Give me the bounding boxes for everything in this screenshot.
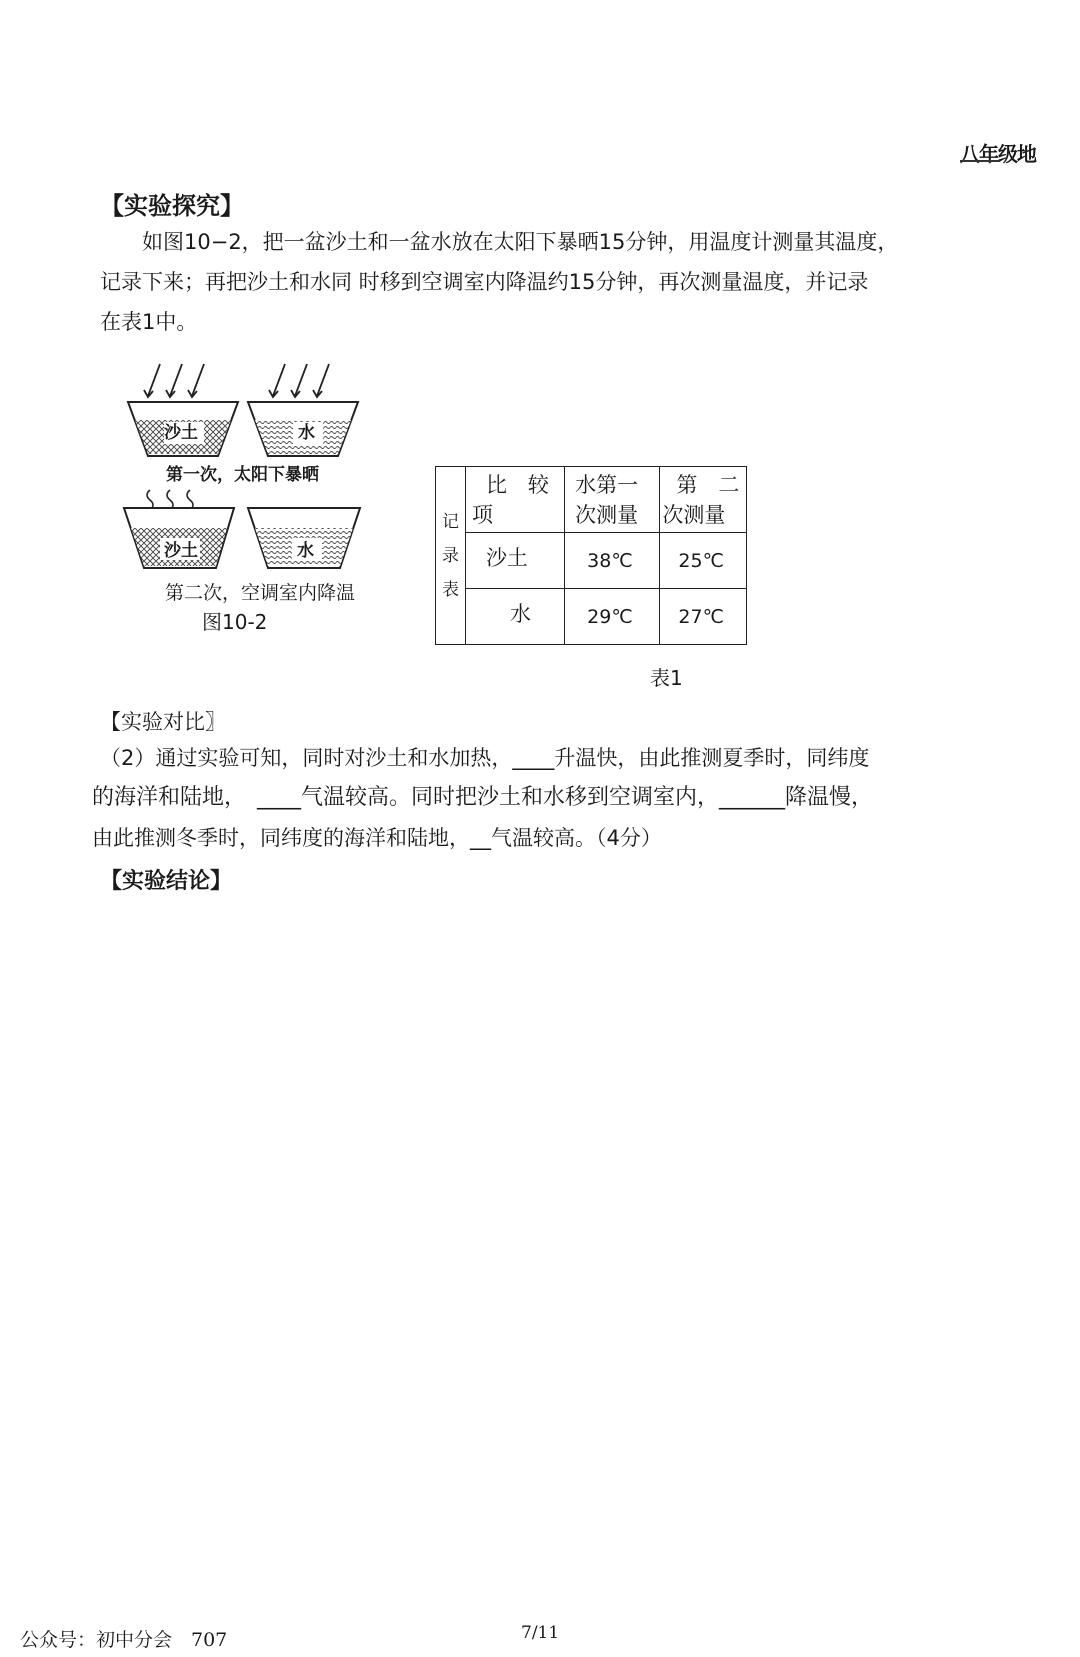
record-table-side-label: 记 录 表 <box>436 467 466 645</box>
record-table <box>435 466 747 645</box>
section-conclusion-title: 【实验结论】 <box>100 869 233 894</box>
header-second-measure: 第 二 次测量 <box>660 467 747 533</box>
intro-line-2: 记录下来；再把沙土和水同 时移到空调室内降温约15分钟，再次测量温度，并记录 <box>100 270 869 294</box>
table-caption: 表1 <box>650 666 683 690</box>
section-explore-title: 【实验探究】 <box>100 192 244 220</box>
figure-10-2 <box>120 360 390 660</box>
row-name: 水 <box>465 589 564 645</box>
question-line-3: 由此推测冬季时，同纬度的海洋和陆地，__气温较高。（4分） <box>92 826 662 850</box>
row-first-value: 38℃ <box>565 533 660 589</box>
basin-label-sand-2: 沙土 <box>164 541 198 561</box>
intro-line-1: 如图10−2，把一盆沙土和一盆水放在太阳下暴晒15分钟，用温度计测量其温度， <box>142 230 899 254</box>
row-name: 沙土 <box>465 533 564 589</box>
question-line-1: （2）通过实验可知，同时对沙土和水加热，____升温快，由此推测夏季时，同纬度 <box>100 746 870 770</box>
figure-label: 图10-2 <box>202 610 268 634</box>
question-line-2: 的海洋和陆地， ____气温较高。同时把沙土和水移到空调室内，______降温慢， <box>92 785 874 810</box>
caption-first-trial: 第一次，太阳下暴晒 <box>166 465 319 485</box>
page-number: 7/11 <box>521 1623 560 1643</box>
sun-rays-icon <box>144 364 329 397</box>
grade-tag: 八年级地 <box>960 142 1036 166</box>
section-compare-title: 【实验对比〗 <box>100 710 226 734</box>
caption-second-trial: 第二次，空调室内降温 <box>165 582 356 604</box>
header-first-measure: 水第一 次测量 <box>565 467 660 533</box>
table-row <box>436 533 747 589</box>
basin-label-water-1: 水 <box>298 423 315 443</box>
intro-line-3: 在表1中。 <box>100 310 198 334</box>
basin-label-sand-1: 沙土 <box>164 423 198 443</box>
footer-account: 公众号：初中分会 707 <box>20 1629 228 1651</box>
row-second-value: 27℃ <box>660 589 747 645</box>
basin-label-water-2: 水 <box>297 541 314 561</box>
header-compare-item: 比 较 项 <box>465 467 564 533</box>
table-row <box>436 589 747 645</box>
row-second-value: 25℃ <box>660 533 747 589</box>
row-first-value: 29℃ <box>565 589 660 645</box>
